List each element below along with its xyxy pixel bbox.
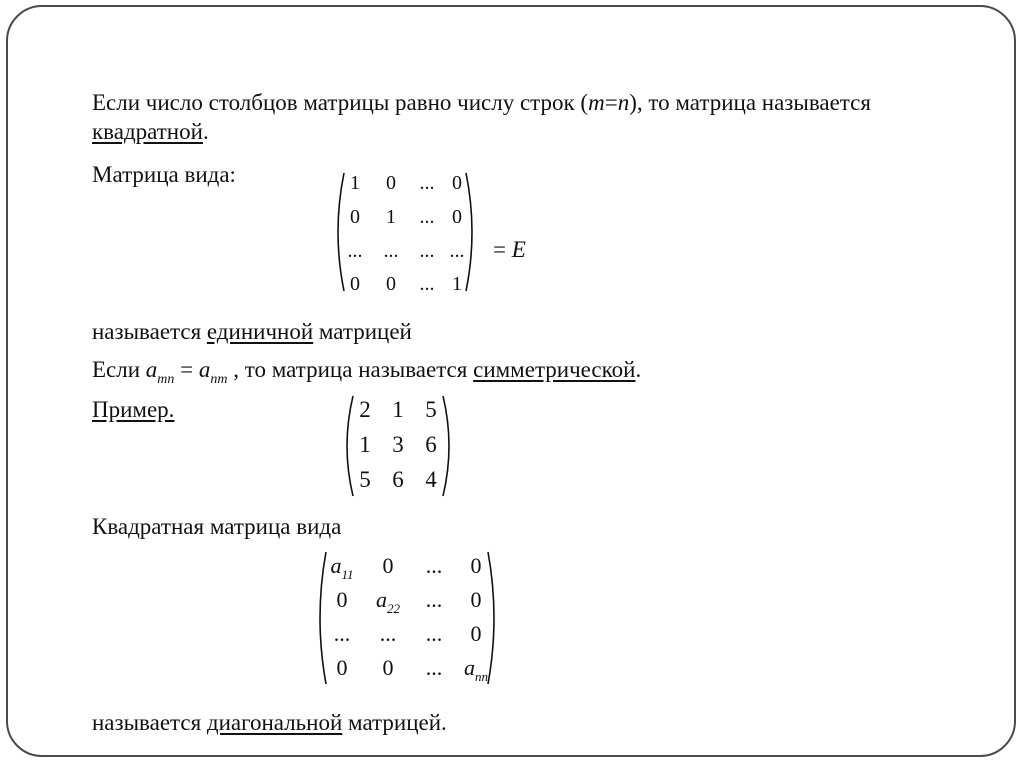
definition-identity: называется единичной матрицей	[92, 319, 412, 344]
matrix-cell: ...	[449, 240, 465, 262]
matrix-cell: ...	[347, 240, 363, 262]
term-diagonal: диагональной	[206, 710, 343, 735]
definition-symmetric: Если $a_{mn} = a_{nm}$ , то матрица называется симметрической.	[92, 357, 642, 387]
matrix-cell: ...	[425, 587, 443, 612]
matrix-cell: 0	[382, 553, 394, 578]
matrix-cell: 0	[470, 553, 482, 578]
matrix-cell: ...	[383, 240, 399, 262]
matrix-cell: $a_{11}$	[330, 553, 354, 582]
matrix-cell: 0	[470, 621, 482, 646]
matrix-cell: ...	[419, 172, 435, 194]
matrix-cell: 3	[392, 432, 404, 457]
definition-square-line1: Если число столбцов матрицы равно числу строк (m=n), то матрица называется	[92, 90, 871, 115]
matrix-cell: 2	[359, 397, 371, 422]
definition-square-line2: квадратной.	[92, 119, 209, 144]
matrix-cell: 0	[386, 172, 396, 194]
matrix-cell: 0	[386, 273, 396, 295]
matrix-cell: 6	[425, 432, 437, 457]
matrix-cell: ...	[419, 206, 435, 228]
matrix-cell: 0	[350, 273, 360, 295]
matrix-cell: ...	[333, 621, 351, 646]
matrix-cell: 0	[452, 206, 462, 228]
matrix-cell: 0	[470, 587, 482, 612]
matrix-cell: 1	[350, 172, 360, 194]
matrix-cell: 1	[386, 206, 396, 228]
matrix-cell: 1	[359, 432, 371, 457]
example-label: Пример.	[92, 397, 175, 422]
matrix-cell: 0	[336, 587, 348, 612]
matrix-cell: $a_{22}$	[376, 587, 400, 616]
matrix-cell: ...	[425, 553, 443, 578]
matrix-cell: 6	[392, 467, 404, 492]
term-identity: единичной	[206, 319, 314, 344]
matrix-cell: ...	[419, 273, 435, 295]
square-matrix-intro: Квадратная матрица вида	[92, 514, 342, 539]
matrix-cell: 0	[382, 655, 394, 680]
example-matrix	[340, 394, 456, 498]
matrix-cell: ...	[419, 240, 435, 262]
matrix-cell: ...	[425, 621, 443, 646]
matrix-cell: 1	[452, 273, 462, 295]
matrix-cell: 0	[336, 655, 348, 680]
matrix-cell: 0	[350, 206, 360, 228]
definition-diagonal: называется диагональной матрицей.	[92, 710, 447, 735]
matrix-cell: 5	[359, 467, 371, 492]
matrix-cell: 5	[425, 397, 437, 422]
identity-matrix	[330, 170, 480, 295]
matrix-cell: 0	[452, 172, 462, 194]
matrix-cell: 1	[392, 397, 404, 422]
term-square: квадратной	[92, 119, 203, 144]
matrix-cell: $a_{nn}$	[464, 655, 488, 684]
diagonal-matrix	[312, 550, 502, 686]
matrix-cell: 4	[425, 467, 437, 492]
matrix-cell: ...	[379, 621, 397, 646]
matrix-cell: ...	[425, 655, 443, 680]
identity-symbol: = E	[493, 237, 526, 262]
matrix-intro: Матрица вида:	[92, 162, 236, 187]
term-symmetric: симметрической	[473, 357, 636, 382]
